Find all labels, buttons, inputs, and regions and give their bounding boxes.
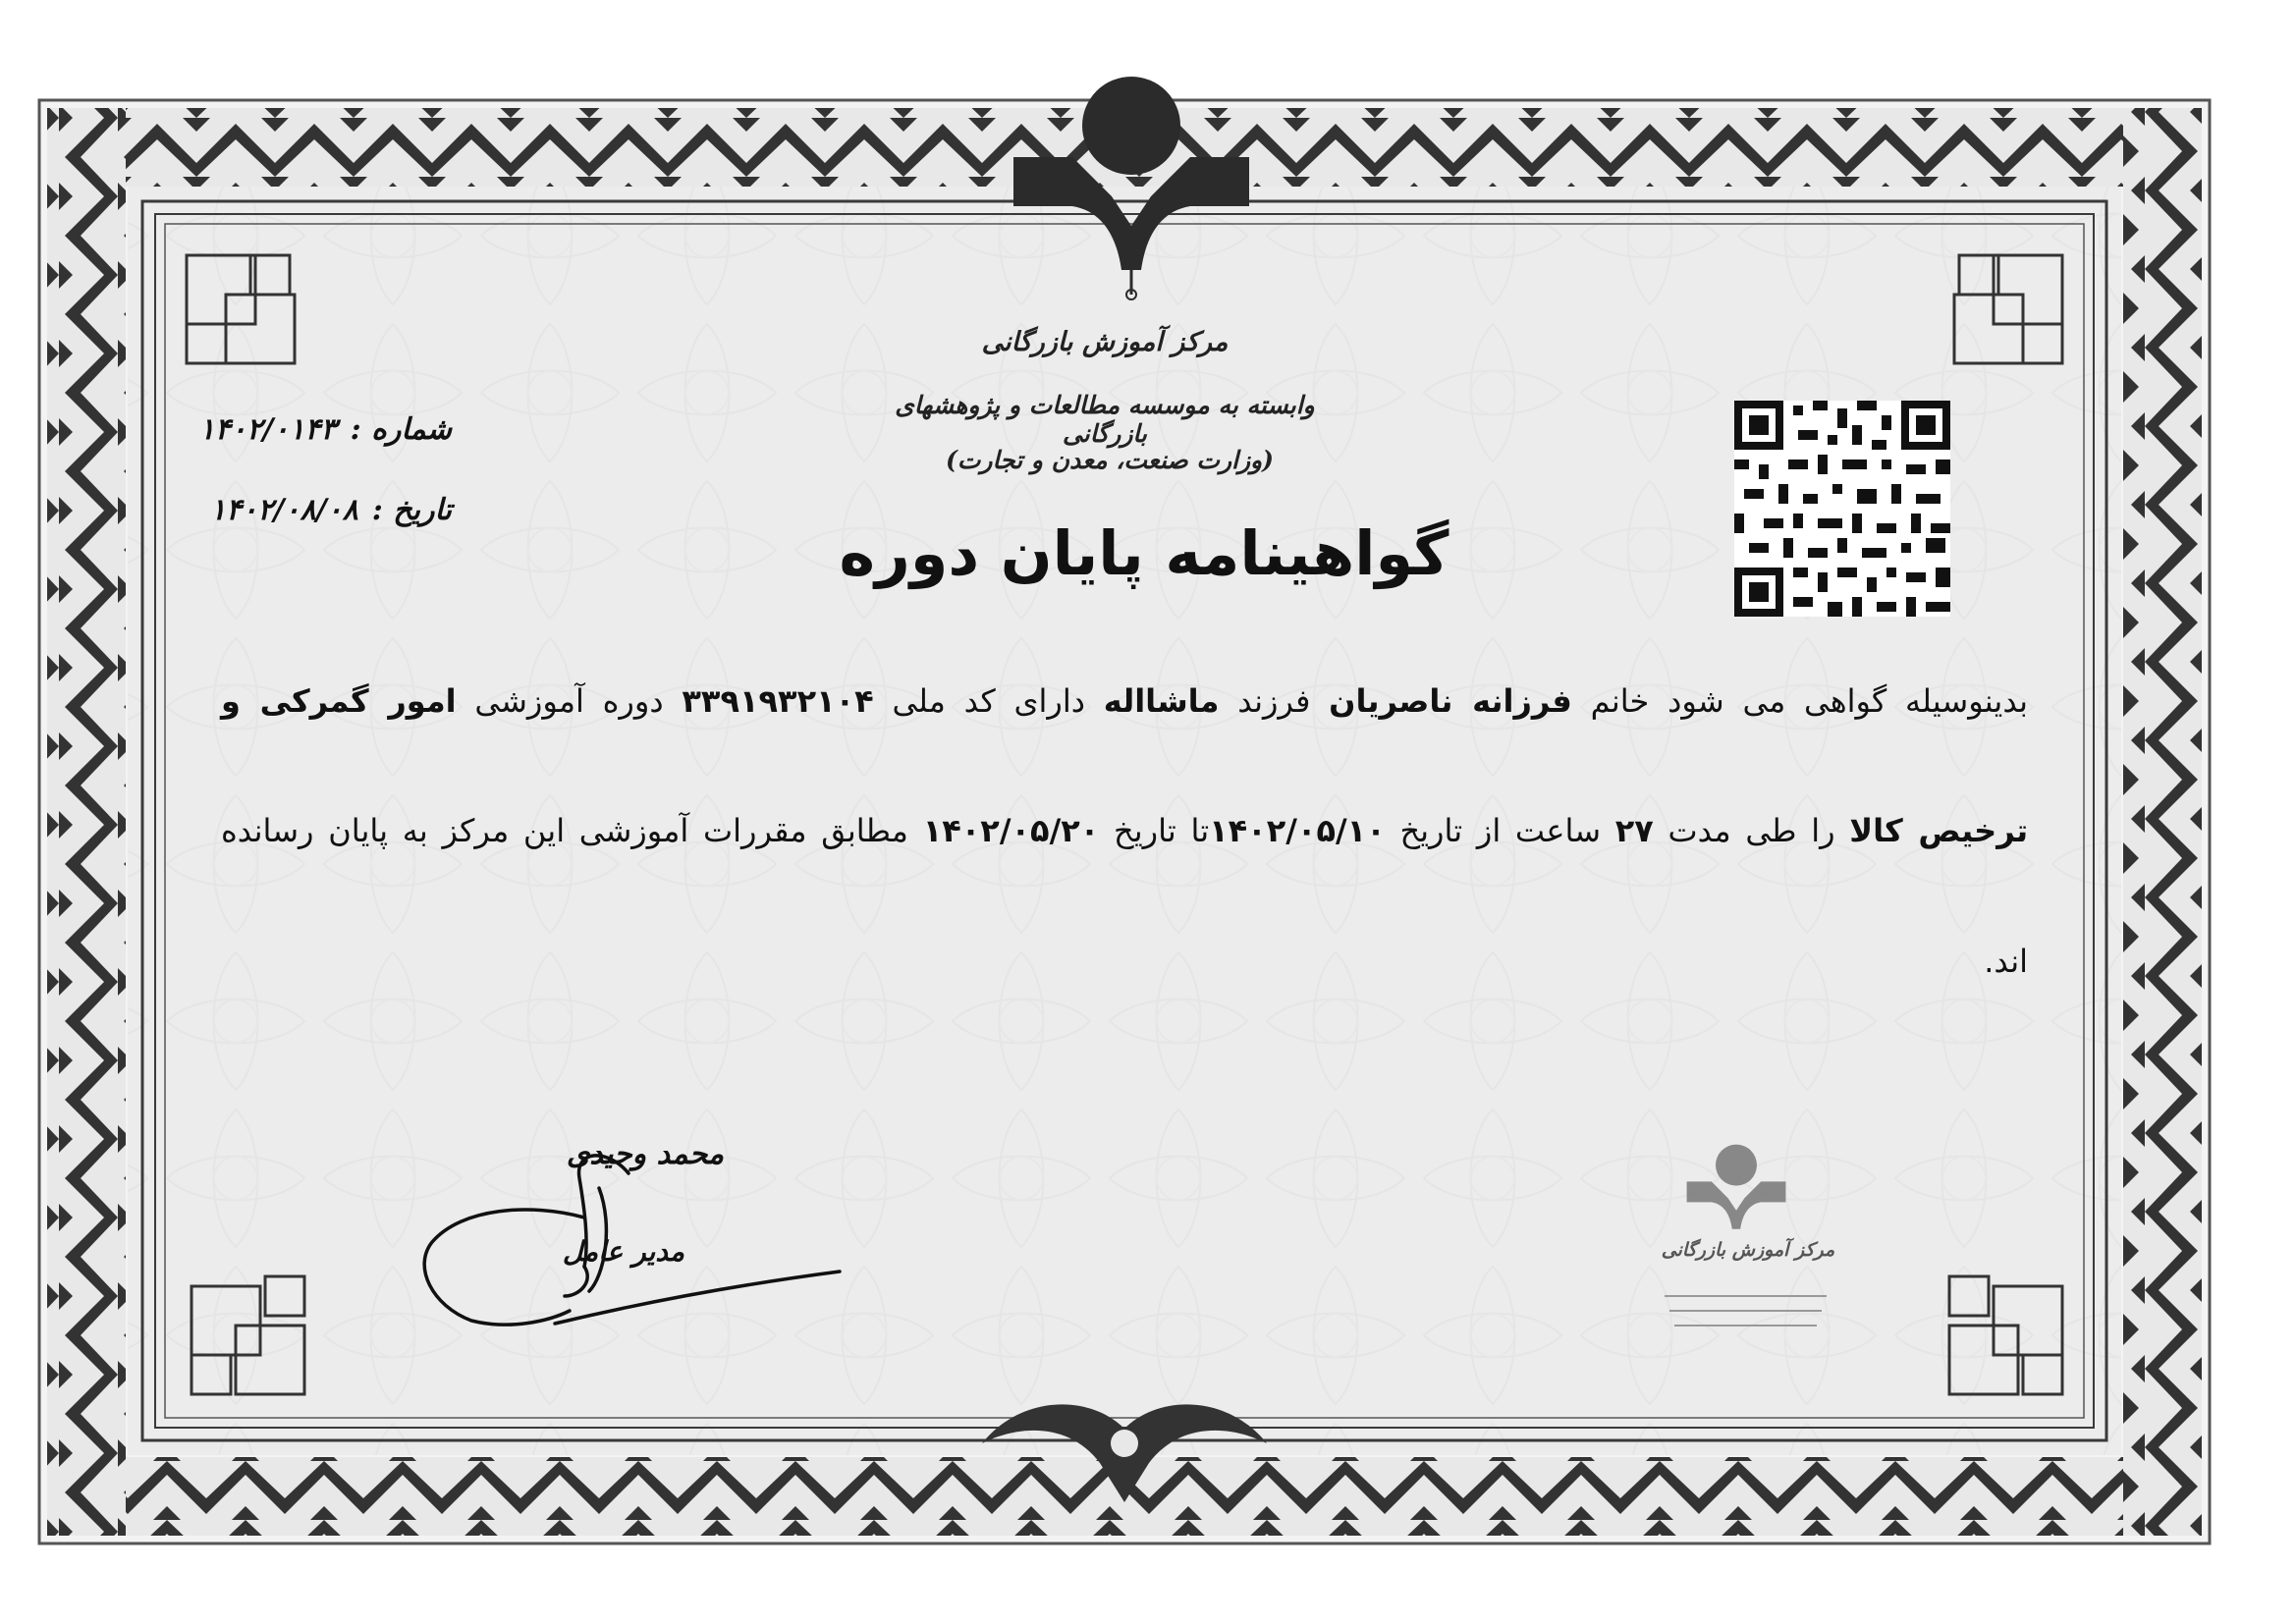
body-text: ساعت از تاریخ <box>1399 812 1602 849</box>
course-name-part2: ترخیص کالا <box>1849 812 2029 849</box>
signatory-name: محمد وحیدی <box>566 1137 725 1171</box>
signatory-title: مدیر عامل <box>562 1235 685 1268</box>
stamp-text: مرکز آموزش بازرگانی <box>1661 1239 1835 1261</box>
qr-code <box>1734 401 1950 617</box>
body-line-2 <box>221 812 2028 849</box>
body-line-1 <box>221 682 2028 720</box>
recipient-name: فرزانه ناصریان <box>1329 682 1572 720</box>
certificate-number <box>196 412 452 447</box>
certificate-number-value: ۱۴۰۲/۰۱۴۳ <box>198 412 337 447</box>
body-text: دوره آموزشی <box>474 682 664 720</box>
end-date: ۱۴۰۲/۰۵/۲۰ <box>922 812 1100 849</box>
national-id: ۳۳۹۱۹۳۲۱۰۴ <box>682 682 874 720</box>
right-chevron-band <box>2123 108 2202 1536</box>
certificate-date <box>196 493 452 527</box>
certificate-title: گواهینامه پایان دوره <box>839 517 1449 589</box>
course-hours: ۲۷ <box>1614 812 1654 849</box>
body-text: اند. <box>1984 943 2028 980</box>
father-name: ماشااله <box>1103 682 1220 720</box>
start-date: ۱۴۰۲/۰۵/۱۰ <box>1209 812 1386 849</box>
certificate-number-label: شماره : <box>350 412 452 447</box>
left-chevron-band <box>47 108 126 1536</box>
affiliation-line-2: (وزارت صنعت، معدن و تجارت) <box>946 446 1274 474</box>
body-line-3 <box>221 943 2028 980</box>
certificate-date-label: تاریخ : <box>371 493 452 527</box>
body-text: دارای کد ملی <box>892 682 1085 720</box>
affiliation-line-1: وابسته به موسسه مطالعات و پژوهشهای بازرگانی <box>895 391 1315 448</box>
body-text: تا تاریخ <box>1114 812 1210 849</box>
certificate-date-value: ۱۴۰۲/۰۸/۰۸ <box>209 493 358 527</box>
course-name-part1: امور گمرکی و <box>221 682 457 720</box>
body-text: را طی مدت <box>1667 812 1835 849</box>
body-text: فرزند <box>1237 682 1311 720</box>
organization-name: مرکز آموزش بازرگانی <box>981 327 1229 357</box>
body-text: مطابق مقررات آموزشی این مرکز به پایان رسانده <box>221 812 908 849</box>
body-text: بدینوسیله گواهی می شود خانم <box>1590 682 2029 720</box>
